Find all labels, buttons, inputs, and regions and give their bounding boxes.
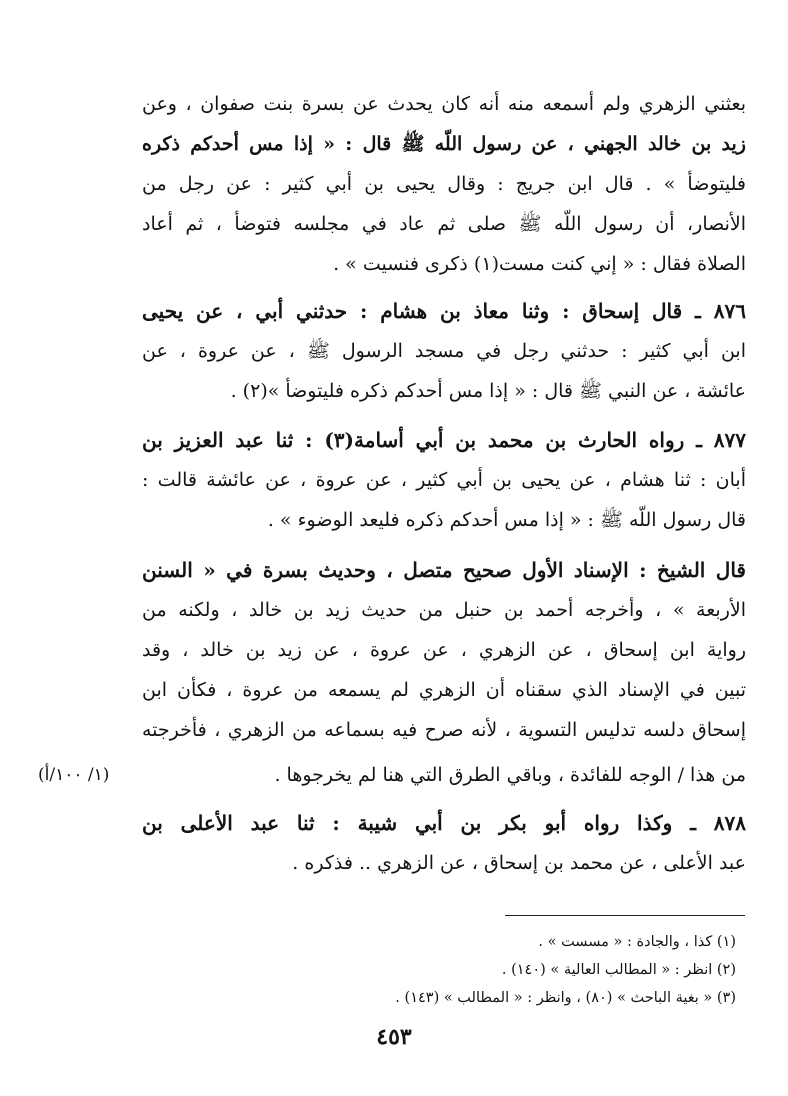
hadith-876-heading: ٨٧٦ ـ قال إسحاق : وثنا معاذ بن هشام : حدثني أبي ، عن يحيى xyxy=(142,299,746,323)
text-line: بعثني الزهري ولم أسمعه منه أنه كان يحدث عن بسرة بنت صفوان ، وعن xyxy=(142,93,746,115)
main-text xyxy=(142,0,746,900)
text-line: قال رسول اللّه ﷺ : « إذا مس أحدكم ذكره فليعد الوضوء » . xyxy=(267,509,746,531)
footnote-1: (١) كذا ، والجادة : « مسست » . xyxy=(538,934,736,950)
footnote-divider xyxy=(505,915,745,916)
text-line: تبين في الإسناد الذي سقناه أن الزهري لم يسمعه من عروة ، فكأن ابن xyxy=(142,679,746,701)
text-line: ابن أبي كثير : حدثني رجل في مسجد الرسول ﷺ ، عن عروة ، عن xyxy=(142,340,746,362)
text-line: زيد بن خالد الجهني ، عن رسول اللّه ﷺ قال : « إذا مس أحدكم ذكره xyxy=(142,133,746,155)
text-line: من هذا / الوجه للفائدة ، وباقي الطرق التي هنا لم يخرجوها . xyxy=(274,764,746,786)
hadith-877-heading: ٨٧٧ ـ رواه الحارث بن محمد بن أبي أسامة(٣) : ثنا عبد العزيز بن xyxy=(142,428,746,452)
text-line: إسحاق دلسه تدليس التسوية ، لأنه صرح فيه بسماعه من الزهري ، فأخرجته xyxy=(142,719,746,741)
sheikh-comment: قال الشيخ : الإسناد الأول صحيح متصل ، وحديث بسرة في « السنن xyxy=(142,558,746,582)
manuscript-folio-reference: (١/ ١٠٠/أ) xyxy=(38,765,110,785)
text-line: رواية ابن إسحاق ، عن الزهري ، عن عروة ، عن زيد بن خالد ، وقد xyxy=(142,639,746,661)
text-line: أبان : ثنا هشام ، عن يحيى بن أبي كثير ، عن عروة ، عن عائشة قالت : xyxy=(142,469,746,491)
text-line: الأربعة » ، وأخرجه أحمد بن حنبل من حديث زيد بن خالد ، ولكنه من xyxy=(142,599,746,621)
text-line: فليتوضأ » . قال ابن جريج : وقال يحيى بن أبي كثير : عن رجل من xyxy=(142,173,746,195)
hadith-878-heading: ٨٧٨ ـ وكذا رواه أبو بكر بن أبي شيبة : ثنا عبد الأعلى بن xyxy=(142,811,746,835)
text-line: الصلاة فقال : « إني كنت مست(١) ذكرى فنسيت » . xyxy=(333,253,746,275)
footnote-2: (٢) انظر : « المطالب العالية » (١٤٠) . xyxy=(501,962,736,978)
page-number: ٤٥٣ xyxy=(376,1024,412,1050)
text-line: الأنصار، أن رسول اللّه ﷺ صلى ثم عاد في مجلسه فتوضأ ، ثم أعاد xyxy=(142,213,746,235)
text-line: عائشة ، عن النبي ﷺ قال : « إذا مس أحدكم ذكره فليتوضأ »(٢) . xyxy=(230,380,746,402)
footnote-3: (٣) « بغية الباحث » (٨٠) ، وانظر : « المطالب » (١٤٣) . xyxy=(395,990,736,1006)
text-line: عبد الأعلى ، عن محمد بن إسحاق ، عن الزهري .. فذكره . xyxy=(292,852,746,874)
